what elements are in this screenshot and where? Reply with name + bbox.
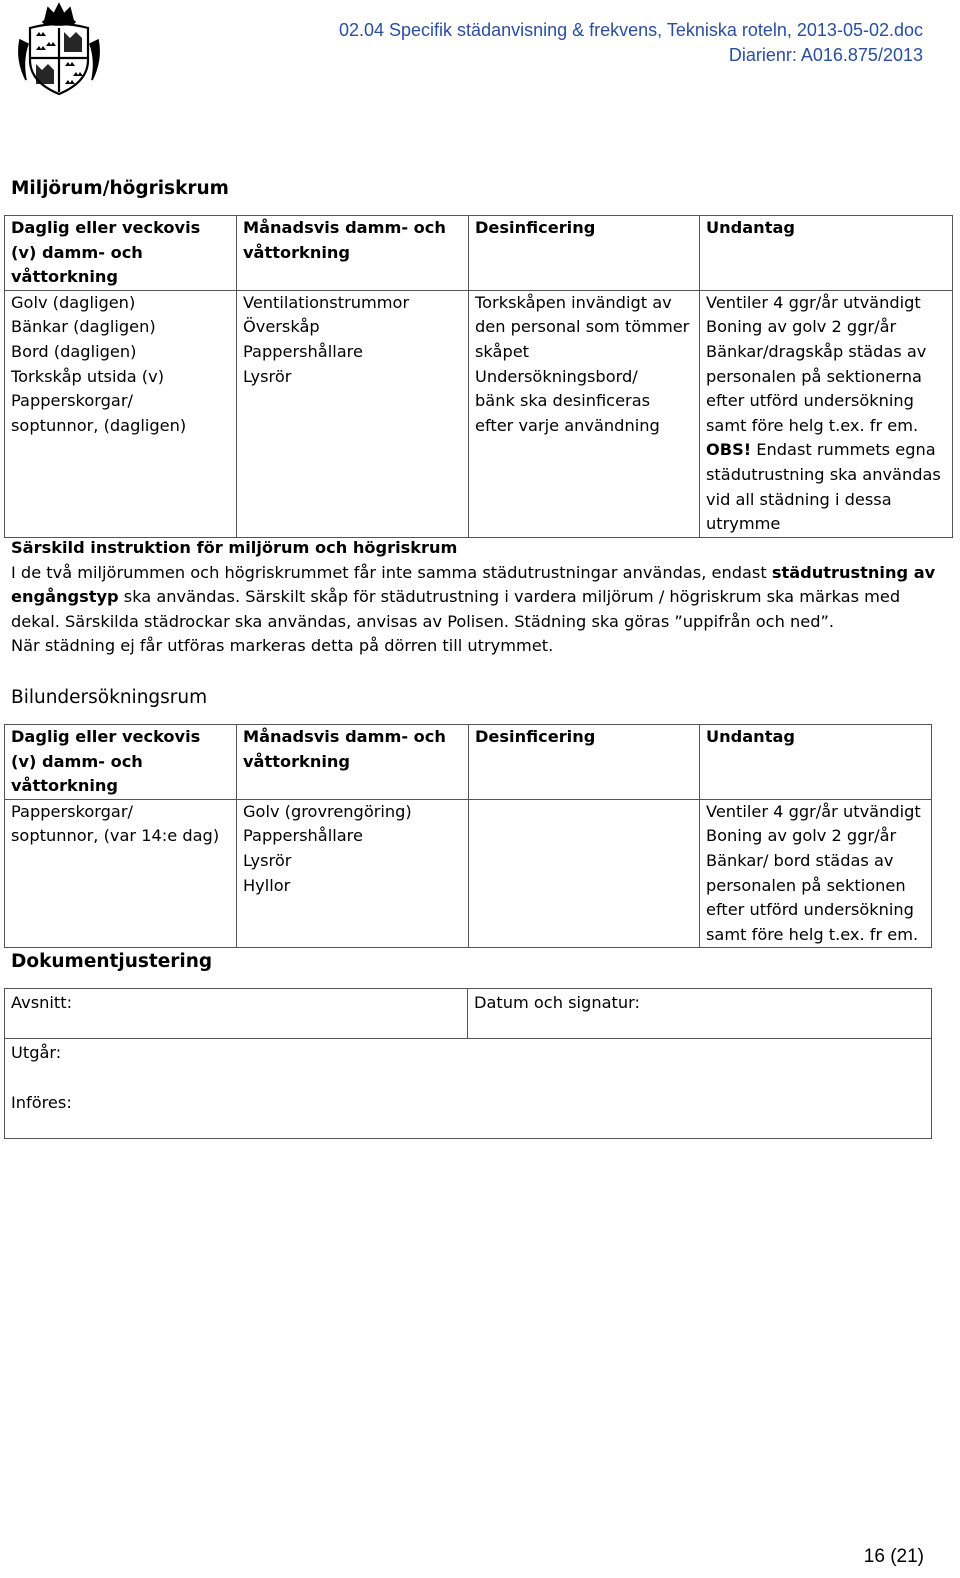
daily-item: Golv (dagligen) xyxy=(11,292,136,312)
document-adjustment-table xyxy=(4,988,932,1139)
exception-line: Ventiler 4 ggr/år utvändigt xyxy=(706,292,921,312)
exception-line: personalen på sektionen xyxy=(706,875,906,895)
daily-items xyxy=(5,799,237,948)
header-monthly: Månadsvis damm- och våttorkning xyxy=(237,216,469,291)
monthly-item: Pappershållare xyxy=(243,826,363,846)
exception-line: personalen på sektionerna xyxy=(706,366,922,386)
daily-item: soptunnor, (dagligen) xyxy=(11,415,187,435)
exception-line: efter utförd undersökning xyxy=(706,391,914,411)
date-signature-field[interactable] xyxy=(468,989,932,1039)
section-title-bilundersokningsrum: Bilundersökningsrum xyxy=(11,687,208,708)
section-title-dokumentjustering: Dokumentjustering xyxy=(11,951,213,972)
header-exceptions: Undantag xyxy=(700,216,953,291)
daily-item: Papperskorgar/ xyxy=(11,801,133,821)
disinfection-line: Undersökningsbord/ xyxy=(475,366,638,386)
header-disinfection: Desinficering xyxy=(469,216,700,291)
exception-line: Ventiler 4 ggr/år utvändigt xyxy=(706,801,921,821)
paragraph-bold-text: städutrustning av engångstyp xyxy=(11,562,936,607)
date-signature-label: Datum och signatur: xyxy=(474,993,640,1012)
document-diary-number: Diarienr: A016.875/2013 xyxy=(728,45,923,65)
daily-item: Bänkar (dagligen) xyxy=(11,317,156,337)
cleaning-table-miljorum xyxy=(4,215,953,538)
daily-items xyxy=(5,290,237,537)
special-instruction-note: När städning ej får utföras markeras detta på dörren till utrymmet. xyxy=(11,636,554,656)
special-instruction-title: Särskild instruktion för miljörum och högriskrum xyxy=(11,538,458,557)
exception-line: Bänkar/ bord städas av xyxy=(706,850,894,870)
header-disinfection: Desinficering xyxy=(469,725,700,800)
page-number: 16 (21) xyxy=(863,1546,924,1567)
monthly-item: Lysrör xyxy=(243,850,292,870)
cleaning-table-bilundersokningsrum xyxy=(4,724,932,948)
exceptions-text xyxy=(700,290,953,537)
header-exceptions: Undantag xyxy=(700,725,932,800)
daily-item: Torkskåp utsida (v) xyxy=(11,366,165,386)
monthly-items xyxy=(237,799,469,948)
expires-label: Utgår: xyxy=(11,1043,62,1062)
monthly-item: Överskåp xyxy=(243,317,320,337)
daily-item: Papperskorgar/ xyxy=(11,391,133,411)
obs-label: OBS! xyxy=(706,440,752,460)
coat-of-arms-logo xyxy=(10,0,108,100)
monthly-item: Pappershållare xyxy=(243,341,363,361)
exception-line: Boning av golv 2 ggr/år xyxy=(706,826,897,846)
section-field[interactable] xyxy=(5,989,468,1039)
monthly-item: Hyllor xyxy=(243,875,291,895)
change-field[interactable] xyxy=(5,1039,932,1139)
daily-item: Bord (dagligen) xyxy=(11,341,137,361)
header-daily: Daglig eller veckovis (v) damm- och våttorkning xyxy=(5,216,237,291)
exception-line: Bänkar/dragskåp städas av xyxy=(706,341,927,361)
header-monthly: Månadsvis damm- och våttorkning xyxy=(237,725,469,800)
document-filename: 02.04 Specifik städanvisning & frekvens, Tekniska roteln, 2013-05-02.doc xyxy=(338,20,923,40)
obs-text: Endast rummets egna städutrustning ska användas vid all städning i dessa utrymme xyxy=(706,440,941,534)
special-instruction xyxy=(11,536,946,659)
disinfection-line: skåpet xyxy=(475,341,530,361)
monthly-item: Ventilationstrummor xyxy=(243,292,410,312)
exception-line: Boning av golv 2 ggr/år xyxy=(706,317,897,337)
disinfection-line: efter varje användning xyxy=(475,415,660,435)
disinfection-text xyxy=(469,290,700,537)
monthly-items xyxy=(237,290,469,537)
disinfection-text xyxy=(469,799,700,948)
paragraph-text: I de två miljörummen och högriskrummet får inte samma städutrustningar användas, endast xyxy=(11,562,772,582)
introduced-label: Införes: xyxy=(11,1092,72,1112)
exception-line: samt före helg t.ex. fr em. xyxy=(706,415,919,435)
disinfection-line: Torkskåpen invändigt av xyxy=(475,292,672,312)
obs-note xyxy=(706,440,941,533)
header-daily: Daglig eller veckovis (v) damm- och våttorkning xyxy=(5,725,237,800)
exception-line: samt före helg t.ex. fr em. xyxy=(706,924,919,944)
exception-line: efter utförd undersökning xyxy=(706,900,914,920)
daily-item: soptunnor, (var 14:e dag) xyxy=(11,826,220,846)
exceptions-text xyxy=(700,799,932,948)
monthly-item: Golv (grovrengöring) xyxy=(243,801,412,821)
section-label: Avsnitt: xyxy=(11,993,73,1012)
disinfection-line: bänk ska desinficeras xyxy=(475,391,651,411)
special-instruction-paragraph xyxy=(11,561,946,635)
paragraph-text: ska användas. Särskilt skåp för städutrustning i vardera miljörum / högriskrum ska märkas med dekal. Särskilda städrockar ska användas, anvisas av Polisen. Städning ska göras ”uppifrån och ned”. xyxy=(11,587,901,631)
monthly-item: Lysrör xyxy=(243,366,292,386)
disinfection-line: den personal som tömmer xyxy=(475,317,690,337)
section-title-miljorum: Miljörum/högriskrum xyxy=(11,178,229,199)
